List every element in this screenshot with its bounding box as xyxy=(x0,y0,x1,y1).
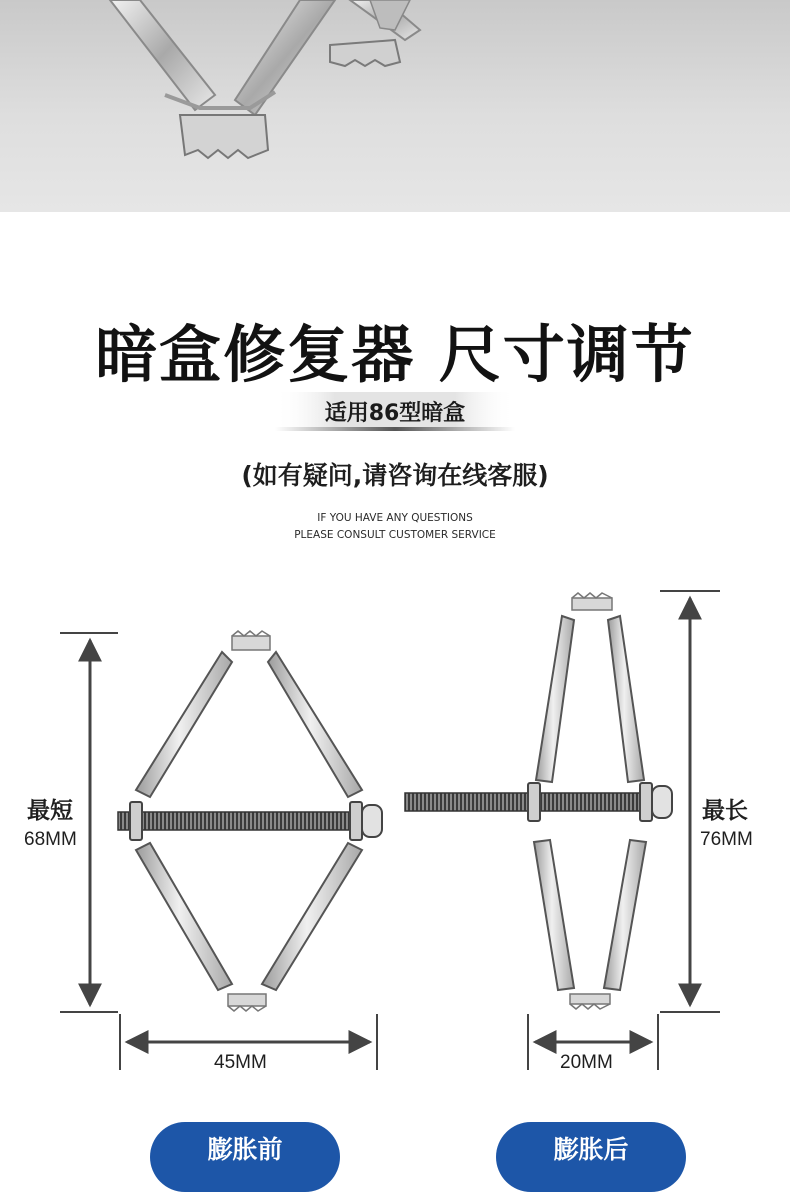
state-after-badge: 膨胀后 xyxy=(496,1122,686,1192)
page-title: 暗盒修复器 尺寸调节 xyxy=(95,318,695,391)
left-width-value: 45MM xyxy=(214,1052,267,1073)
left-height-value: 68MM xyxy=(24,829,77,850)
consult-notice: (如有疑问,请咨询在线客服) xyxy=(241,461,549,490)
bracket-before xyxy=(118,631,382,1011)
subtitle: 适用86型暗盒 xyxy=(324,401,466,426)
consult-en-line2: PLEASE CONSULT CUSTOMER SERVICE xyxy=(294,529,496,541)
right-height-value: 76MM xyxy=(700,829,753,850)
consult-en-line1: IF YOU HAVE ANY QUESTIONS xyxy=(317,512,473,524)
state-before-badge: 膨胀前 xyxy=(150,1122,340,1192)
right-width-value: 20MM xyxy=(560,1052,613,1073)
left-height-label: 最短 xyxy=(27,798,73,824)
bracket-after xyxy=(405,593,672,1009)
right-height-label: 最长 xyxy=(702,798,748,824)
